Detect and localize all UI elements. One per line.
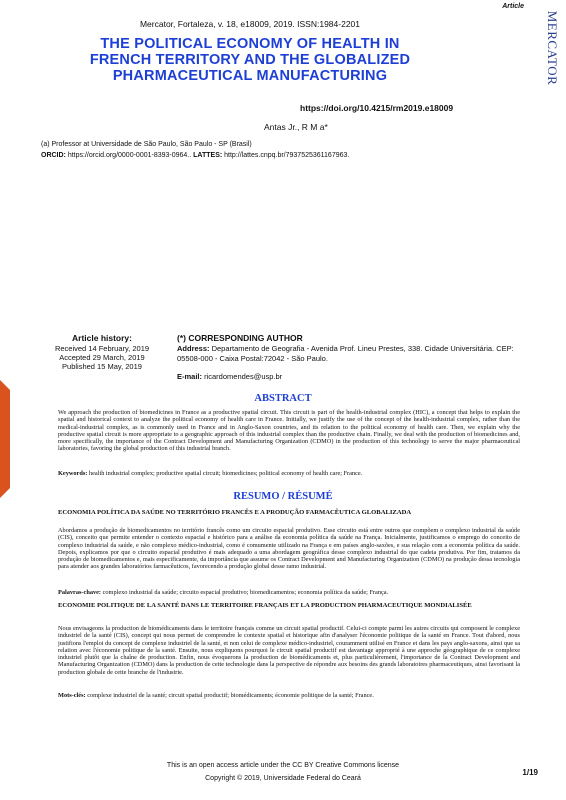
article-type-tag: Article	[502, 3, 524, 10]
fr-keywords-label: Mots-clés:	[58, 692, 86, 699]
title-line-3: PHARMACEUTICAL MANUFACTURING	[112, 68, 388, 84]
abstract-text: We approach the production of biomedicines in France as a productive spatial circuit. This circuit is part of the health-industrial complex (HIC), a concept that helps to explain the spatial and historical context to analyze the political economy of health care in France. Initially, we justify the use of the concept of the health-industrial complex, rather than the medical-industrial complex, as is commonly used in France and in Anglo-Saxon countries, and its relation to the political economy of health care. Then, we explain why the productive spatial circuit is more appropriate to a geographic approach of this industrial complex than the productive chain. Finally, we deal with the production of biomedicines and, more specifically, the importance of the Contract Development and Manufacturing Organization (CDMO) in the production of this technology to serve the major pharmaceutical laboratories, favoring the global production of this industrial branch.	[58, 409, 520, 453]
orcid-label: ORCID:	[41, 152, 66, 159]
resumo-heading: RESUMO / RÉSUMÉ	[233, 491, 333, 502]
journal-citation: Mercator, Fortaleza, v. 18, e18009, 2019. ISSN:1984-2201	[139, 19, 361, 29]
mercator-logo	[538, 8, 564, 88]
orcid-line	[41, 152, 349, 159]
email-link[interactable]: ricardomendes@usp.br	[202, 372, 283, 381]
abstract-keywords	[58, 470, 520, 477]
history-published: Published 15 May, 2019	[62, 362, 142, 371]
doi-link[interactable]: https://doi.org/10.4215/rm2019.e18009	[300, 103, 454, 113]
history-received: Received 14 February, 2019	[54, 344, 150, 353]
history-label: Article history:	[72, 333, 132, 343]
title-line-1: THE POLITICAL ECONOMY OF HEALTH IN	[100, 36, 400, 52]
lattes-link[interactable]: http://lattes.cnpq.br/7937525361167963.	[222, 152, 350, 159]
license-note: This is an open access article under the CC BY Creative Commons license	[166, 762, 400, 769]
address-value: Departamento de Geografia - Avenida Prof. Lineu Prestes, 338. Cidade Universitária. CEP: 05508-000 - Caixa Postal:72042 - São Paulo.	[177, 344, 514, 363]
orcid-link[interactable]: https://orcid.org/0000-0001-8393-0964..	[65, 152, 194, 159]
pt-title: ECONOMIA POLÍTICA DA SAÚDE NO TERRITÓRIO FRANCÊS E A PRODUÇÃO FARMACÊUTICA GLOBALIZADA	[58, 509, 412, 516]
logo-text: MERCATOR	[545, 10, 561, 86]
authors: Antas Jr., R M a*	[264, 122, 328, 132]
address-label: Address:	[177, 344, 210, 353]
fr-title: ECONOMIE POLITIQUE DE LA SANTÉ DANS LE TERRITOIRE FRANÇAIS ET LA PRODUCTION PHARMACEUTIQUE MONDIALISÉE	[58, 602, 472, 609]
fr-keywords-value: complexe industriel de la santé; circuit spatial productif; biomédicaments; économie politique de la santé; France.	[85, 692, 374, 699]
history-accepted: Accepted 29 March, 2019	[59, 353, 145, 362]
corresponding-email	[177, 372, 282, 381]
pt-keywords-label: Palavras-chave:	[58, 589, 102, 596]
affiliation: (a) Professor at Universidade de São Paulo, São Paulo - SP (Brasil)	[41, 141, 252, 148]
title-line-2: FRENCH TERRITORY AND THE GLOBALIZED	[89, 52, 411, 68]
corresponding-address	[177, 344, 522, 364]
fr-abstract-text: Nous envisageons la production de biomédicaments dans le territoire français comme un circuit spatial productif. Celui-ci compte parmi les autres circuits qui composent le complexe industriel de la santé (CIS), concept qui nous permet de comprendre le contexte spatial et historique afin d'analyser l'économie politique de la santé en France. Tout d'abord, nous justifions l'emploi du concept de complexe industriel de la santé, et non celui de complexe médico-industriel, couramment utilisé en France et dans les pays anglo-saxons, ainsi que sa relation avec l'économie politique de la santé. Ensuite, nous expliquons pourquoi le circuit spatial productif est davantage approprié à une approche géographique de ce complexe industriel plutôt que la chaîne de production. Enfin, nous évoquerons la production de biomédicaments et, plus particulièrement, l'importance de la Contract Development and Manufacturing Organization (CDMO) dans la production de cette technologie dans la perspective de répondre aux besoins des grands laboratoires pharmaceutiques, ainsi favorisant la production globale de cette branche de l'industrie.	[58, 625, 520, 676]
lattes-label: LATTES:	[193, 152, 223, 159]
keywords-value: health industrial complex; productive spatial circuit; biomedicines; political economy of health care; France.	[87, 470, 363, 477]
pt-keywords	[58, 589, 520, 596]
keywords-label: Keywords:	[58, 470, 88, 477]
abstract-heading: ABSTRACT	[254, 393, 312, 404]
article-title	[0, 36, 500, 84]
pt-abstract-text: Abordamos a produção de biomedicamentos no território francês como um circuito espacial produtivo. Esse circuito está entre outros que compõem o complexo industrial da saúde (CIS), conceito que permite entender o contexto espacial e histórico para a análise da economia política da saúde na França. Inicialmente, justificamos o emprego do conceito de complexo industrial da saúde, e não complexo médico-industrial, como é comumente utilizado na França e em países anglo-saxões, e sua relação com a economia política da saúde. Depois, explicamos por que o circuito espacial produtivo é mais adequado a uma abordagem geográfica desse complexo industrial do que cadeia produtiva. Por fim, tratamos da produção de biomedicamentos e, mais especificamente, da importância que assume os Contract Development and Manufacturing Organization (CDMO) na produção dessa tecnologia para atender aos grandes laboratórios farmacêuticos, favorecendo a produção global desse ramo industrial.	[58, 527, 520, 571]
email-label: E-mail:	[177, 372, 203, 381]
page-number: 1/19	[522, 768, 538, 777]
pt-keywords-value: complexo industrial da saúde; circuito espacial produtivo; biomedicamentos; economia política da saúde; França.	[101, 589, 389, 596]
fr-keywords	[58, 692, 520, 699]
copyright-note: Copyright © 2019, Universidade Federal do Ceará	[205, 775, 361, 782]
corresponding-author-heading: (*) CORRESPONDING AUTHOR	[177, 333, 303, 343]
